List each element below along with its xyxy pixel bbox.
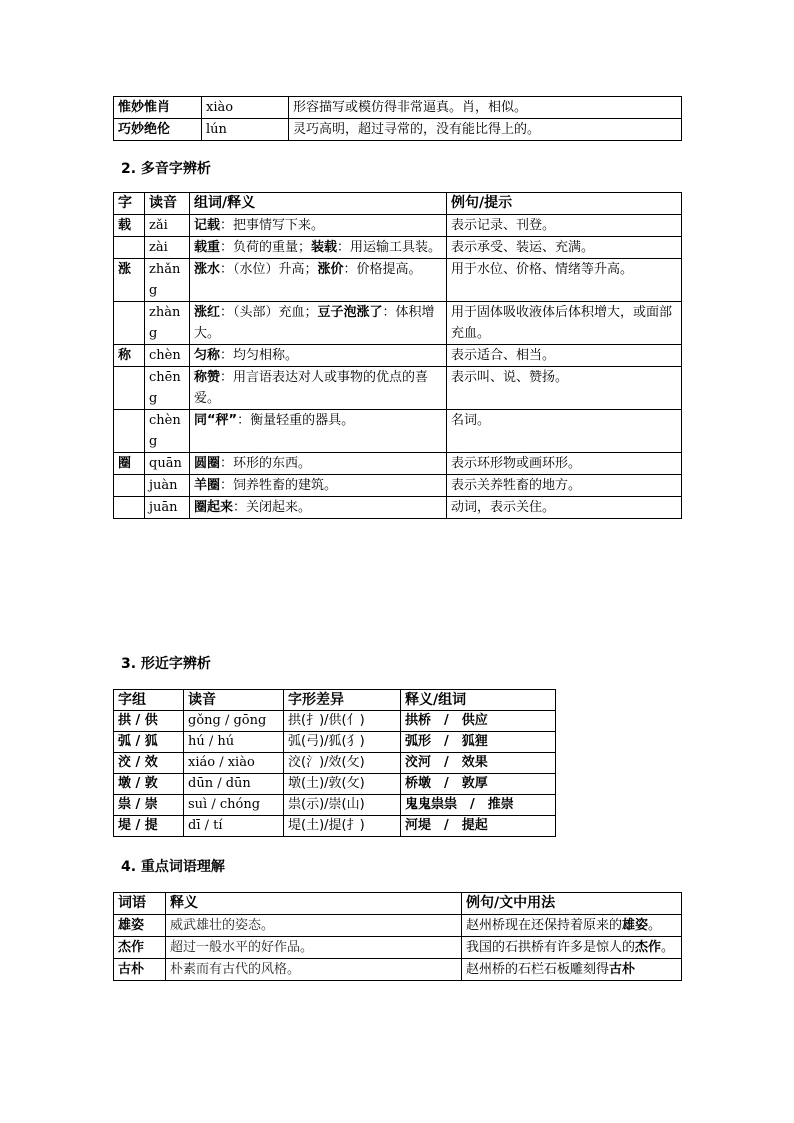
char-diff: 墩(土)/敦(攵) [284, 774, 401, 795]
table-row [114, 711, 556, 732]
poly-def: ：均匀相称。 [220, 348, 299, 363]
poly-def: ：衡量轻重的器具。 [237, 413, 355, 428]
poly-def: ：（水位）升高； [220, 262, 318, 277]
poly-term: 涨红 [194, 305, 221, 320]
table-row [114, 119, 682, 141]
idiom-meaning: 形容描写或模仿得非常逼真。肖，相似。 [289, 97, 682, 119]
table-row [114, 453, 682, 475]
char-words: 洨河 / 效果 [401, 753, 556, 774]
usage-keyword: 雄姿 [622, 918, 649, 933]
usage-tail: 。 [648, 918, 662, 933]
table-row [114, 215, 682, 237]
char-reading: dī / tí [184, 816, 284, 837]
char-group: 祟 / 崇 [114, 795, 184, 816]
table-row [114, 410, 682, 453]
poly-char [114, 497, 145, 519]
poly-example: 表示关养牲畜的地方。 [447, 475, 682, 497]
poly-term: 记载 [194, 218, 221, 233]
poly-def: ：把事情写下来。 [220, 218, 325, 233]
char-group: 弧 / 狐 [114, 732, 184, 753]
poly-term: 羊圈 [194, 478, 221, 493]
similar-chars-table [113, 689, 556, 837]
usage-text: 赵州桥现在还保持着原来的 [466, 918, 623, 933]
poly-def: ：环形的东西。 [220, 456, 312, 471]
char-reading: xiáo / xiào [184, 753, 284, 774]
idiom-word: 惟妙惟肖 [114, 97, 202, 119]
header-reading: 读音 [145, 193, 190, 215]
key-word: 古朴 [114, 959, 166, 981]
key-word: 杰作 [114, 937, 166, 959]
idiom-pinyin: lún [202, 119, 289, 141]
poly-def-2: ：用运输工具装。 [337, 240, 442, 255]
poly-char: 圈 [114, 453, 145, 475]
key-meaning: 超过一般水平的好作品。 [166, 937, 462, 959]
poly-example: 表示适合、相当。 [447, 345, 682, 367]
poly-term: 圈起来 [194, 500, 234, 515]
char-words: 弧形 / 狐狸 [401, 732, 556, 753]
table-header-row [114, 893, 682, 915]
poly-term-cell [190, 367, 447, 410]
poly-reading: zǎi [145, 215, 190, 237]
poly-char: 涨 [114, 259, 145, 302]
char-words: 河堤 / 提起 [401, 816, 556, 837]
table-row [114, 97, 682, 119]
poly-term-2: 装载 [311, 240, 338, 255]
poly-example: 表示记录、刊登。 [447, 215, 682, 237]
char-group: 堤 / 提 [114, 816, 184, 837]
section-heading-similar-chars: 3. 形近字辨析 [121, 656, 211, 672]
polyphone-rows [114, 215, 682, 519]
poly-example: 表示环形物或画环形。 [447, 453, 682, 475]
char-words: 鬼鬼祟祟 / 推崇 [401, 795, 556, 816]
table-row [114, 475, 682, 497]
header-words: 释义/组词 [401, 690, 556, 711]
poly-term: 同“秤” [194, 413, 238, 428]
poly-example: 名词。 [447, 410, 682, 453]
poly-char [114, 367, 145, 410]
char-diff: 拱(扌)/供(亻) [284, 711, 401, 732]
poly-def: ：关闭起来。 [233, 500, 312, 515]
poly-def: ：用言语表达对人或事物的优点的喜爱。 [194, 370, 429, 406]
poly-char [114, 410, 145, 453]
poly-term-2: 豆子泡涨了 [317, 305, 383, 320]
poly-term: 称赞 [194, 370, 221, 385]
header-meaning: 释义 [166, 893, 462, 915]
table-row [114, 237, 682, 259]
table-row [114, 497, 682, 519]
table-row [114, 816, 556, 837]
section-heading-polyphone: 2. 多音字辨析 [121, 161, 211, 177]
char-words: 桥墩 / 敦厚 [401, 774, 556, 795]
poly-char [114, 237, 145, 259]
idiom-meaning: 灵巧高明，超过寻常的，没有能比得上的。 [289, 119, 682, 141]
table-row [114, 753, 556, 774]
key-word: 雄姿 [114, 915, 166, 937]
idiom-pinyin: xiào [202, 97, 289, 119]
poly-term: 圆圈 [194, 456, 221, 471]
poly-reading: juān [145, 497, 190, 519]
header-char: 字 [114, 193, 145, 215]
header-example: 例句/提示 [447, 193, 682, 215]
table-row [114, 774, 556, 795]
header-usage: 例句/文中用法 [462, 893, 682, 915]
poly-def: ：饲养牲畜的建筑。 [220, 478, 338, 493]
poly-reading: zhàng [145, 302, 190, 345]
key-usage [462, 937, 682, 959]
polyphone-table [113, 192, 682, 519]
char-reading: gǒng / gōng [184, 711, 284, 732]
poly-reading: juàn [145, 475, 190, 497]
poly-term-cell [190, 215, 447, 237]
table-header-row [114, 690, 556, 711]
poly-def-2: ：价格提高。 [343, 262, 422, 277]
poly-reading: chēng [145, 367, 190, 410]
table-row [114, 345, 682, 367]
usage-keyword: 杰作 [635, 940, 662, 955]
poly-term-2: 涨价 [317, 262, 344, 277]
char-diff: 洨(氵)/效(攵) [284, 753, 401, 774]
poly-term: 匀称 [194, 348, 221, 363]
header-reading: 读音 [184, 690, 284, 711]
table-row [114, 915, 682, 937]
poly-example: 用于水位、价格、情绪等升高。 [447, 259, 682, 302]
poly-char: 称 [114, 345, 145, 367]
poly-example: 表示叫、说、赞扬。 [447, 367, 682, 410]
header-word: 词语 [114, 893, 166, 915]
poly-example: 表示承受、装运、充满。 [447, 237, 682, 259]
poly-def: ：（头部）充血； [220, 305, 318, 320]
char-group: 洨 / 效 [114, 753, 184, 774]
char-reading: suì / chóng [184, 795, 284, 816]
poly-term-cell [190, 237, 447, 259]
usage-keyword: 古朴 [609, 962, 636, 977]
char-diff: 弧(弓)/狐(犭) [284, 732, 401, 753]
header-group: 字组 [114, 690, 184, 711]
poly-char [114, 475, 145, 497]
poly-term: 涨水 [194, 262, 221, 277]
poly-term-cell [190, 302, 447, 345]
section-heading-key-words: 4. 重点词语理解 [121, 859, 225, 875]
key-words-table [113, 892, 682, 981]
poly-reading: zhǎng [145, 259, 190, 302]
table-row [114, 795, 556, 816]
poly-char: 载 [114, 215, 145, 237]
char-reading: hú / hú [184, 732, 284, 753]
poly-example: 用于固体吸收液体后体积增大，或面部充血。 [447, 302, 682, 345]
header-term: 组词/释义 [190, 193, 447, 215]
table-row [114, 937, 682, 959]
poly-reading: zài [145, 237, 190, 259]
table-header-row [114, 193, 682, 215]
poly-def: ：负荷的重量； [220, 240, 312, 255]
key-usage [462, 915, 682, 937]
poly-term-cell [190, 497, 447, 519]
poly-reading: chèng [145, 410, 190, 453]
poly-term-cell [190, 345, 447, 367]
table-row [114, 259, 682, 302]
poly-example: 动词，表示关住。 [447, 497, 682, 519]
key-usage [462, 959, 682, 981]
char-group: 拱 / 供 [114, 711, 184, 732]
char-diff: 堤(土)/提(扌) [284, 816, 401, 837]
char-group: 墩 / 敦 [114, 774, 184, 795]
header-diff: 字形差异 [284, 690, 401, 711]
poly-reading: chèn [145, 345, 190, 367]
poly-term-cell [190, 410, 447, 453]
char-words: 拱桥 / 供应 [401, 711, 556, 732]
table-row [114, 367, 682, 410]
idiom-table [113, 96, 682, 141]
char-diff: 祟(示)/崇(山) [284, 795, 401, 816]
table-row [114, 302, 682, 345]
usage-tail: 。 [661, 940, 675, 955]
poly-term-cell [190, 259, 447, 302]
poly-term-cell [190, 453, 447, 475]
poly-term-cell [190, 475, 447, 497]
poly-reading: quān [145, 453, 190, 475]
usage-text: 我国的石拱桥有许多是惊人的 [466, 940, 636, 955]
table-row [114, 959, 682, 981]
poly-term: 载重 [194, 240, 221, 255]
table-row [114, 732, 556, 753]
key-meaning: 威武雄壮的姿态。 [166, 915, 462, 937]
char-reading: dūn / dūn [184, 774, 284, 795]
poly-char [114, 302, 145, 345]
usage-text: 赵州桥的石栏石板雕刻得 [466, 962, 610, 977]
poly-def-2: ：体积增大。 [194, 305, 435, 341]
key-meaning: 朴素而有古代的风格。 [166, 959, 462, 981]
idiom-word: 巧妙绝伦 [114, 119, 202, 141]
